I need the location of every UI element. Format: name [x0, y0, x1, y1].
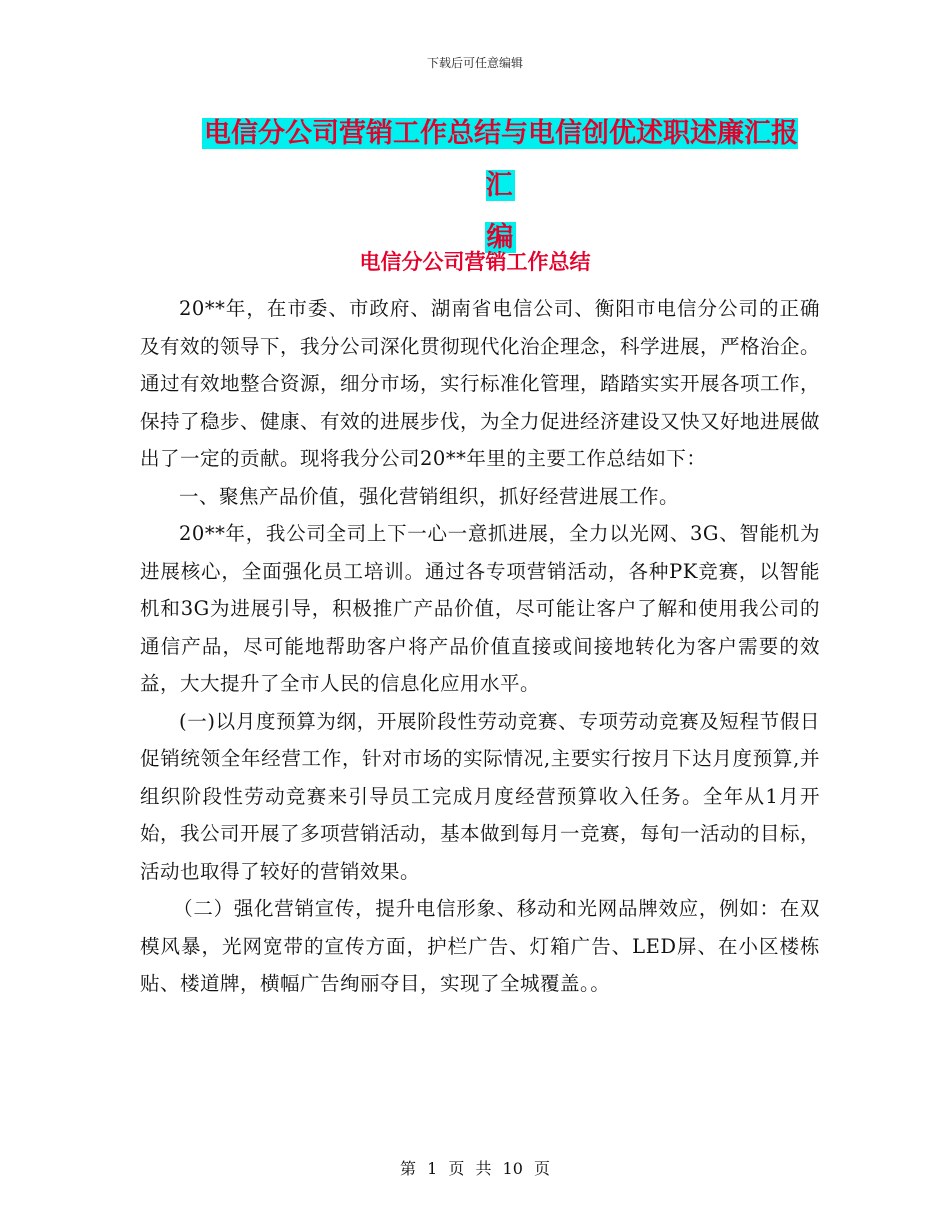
document-title-line-1: 电信分公司营销工作总结与电信创优述职述廉汇报汇: [204, 118, 798, 201]
paragraph-item-2: （二）强化营销宣传，提升电信形象、移动和光网品牌效应，例如：在双模风暴，光网宽带的宣传方面，护栏广告、灯箱广告、LED屏、在小区楼栋贴、楼道牌，横幅广告绚丽夺目，实现了全城覆盖。。: [140, 897, 820, 995]
page-footer: 第 1 页 共 10 页: [400, 1159, 550, 1178]
paragraph-item-1: (一)以月度预算为纲，开展阶段性劳动竞赛、专项劳动竞赛及短程节假日促销统领全年经营工作，针对市场的实际情况,主要实行按月下达月度预算,并组织阶段性劳动竞赛来引导员工完成月度经营预算收入任务。全年从1月开始，我公司开展了多项营销活动，基本做到每月一竞赛，每旬一活动的目标，活动也取得了较好的营销效果。: [140, 709, 821, 883]
document-title-line-2: 编: [486, 222, 514, 253]
paragraph-heading-1: 一、聚焦产品价值，强化营销组织，抓好经营进展工作。: [179, 484, 680, 508]
paragraph-development: 20**年，我公司全司上下一心一意抓进展，全力以光网、3G、智能机为进展核心，全面强化员工培训。通过各专项营销活动，各种PK竞赛，以智能机和3G为进展引导，积极推广产品价值，尽可能让客户了解和使用我公司的通信产品，尽可能地帮助客户将产品价值直接或间接地转化为客户需要的效益，大大提升了全市人民的信息化应用水平。: [140, 522, 820, 695]
paragraph-intro: 20**年，在市委、市政府、湖南省电信公司、衡阳市电信分公司的正确及有效的领导下，我分公司深化贯彻现代化治企理念，科学进展，严格治企。通过有效地整合资源，细分市场，实行标准化管理，踏踏实实开展各项工作，保持了稳步、健康、有效的进展步伐，为全力促进经济建设又快又好地进展做出了一定的贡献。现将我分公司20**年里的主要工作总结如下：: [140, 297, 821, 470]
header-note: 下载后可任意编辑: [426, 56, 523, 70]
body-text: [140, 290, 820, 1003]
document-title: [190, 108, 810, 264]
section-title: 电信分公司营销工作总结: [359, 250, 591, 274]
